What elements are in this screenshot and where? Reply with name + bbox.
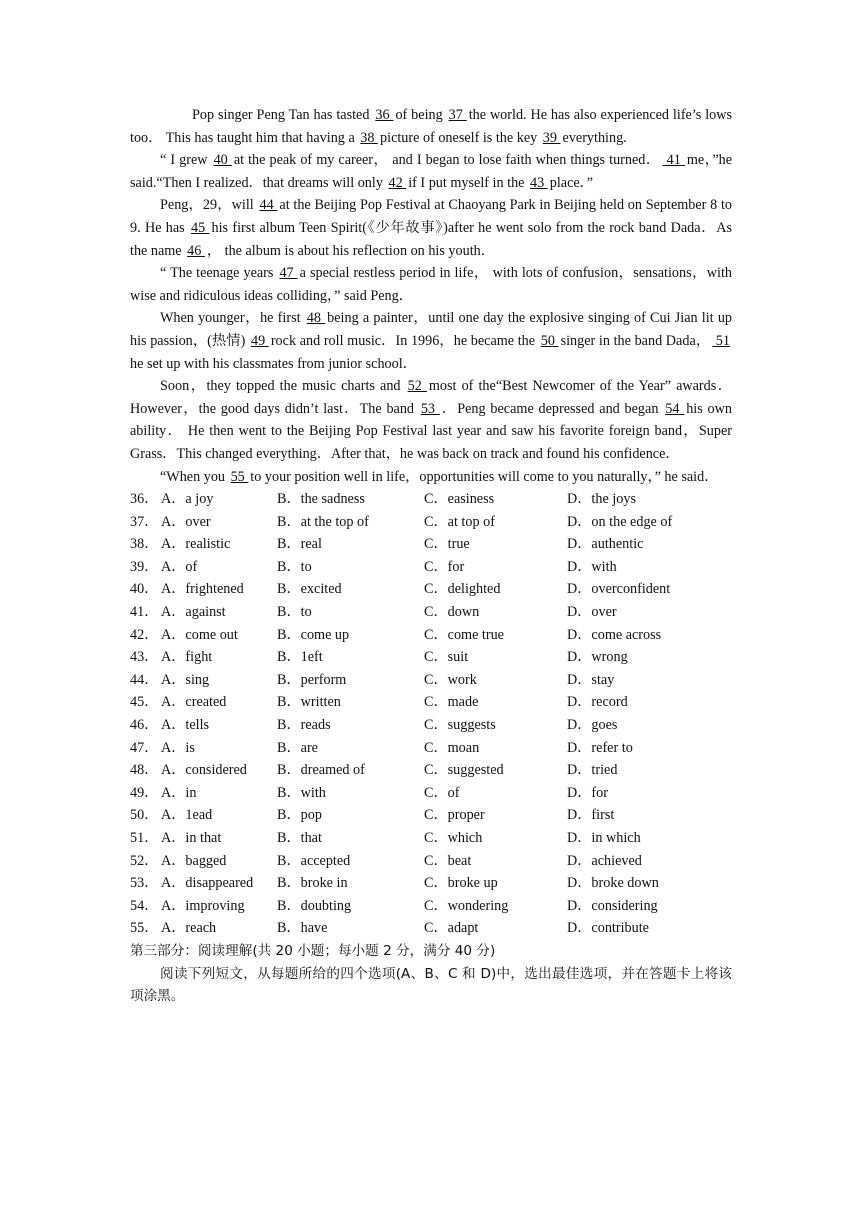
- option-d: D．contribute: [567, 920, 649, 937]
- option-d: D．for: [567, 784, 608, 801]
- blank-number: 41: [662, 152, 685, 169]
- option-b: B．at the top of: [277, 513, 369, 530]
- option-b: B．dreamed of: [277, 762, 365, 779]
- question-row: [130, 917, 732, 940]
- passage-paragraph: “ I grew 40 at the peak of my career， and I began to lose faith when things turned． 41 me，”he said.“Then I realized．that dreams will only 42 if I put myself in the 43 place．”: [130, 152, 733, 191]
- option-b: B．to: [277, 558, 312, 575]
- option-a: A．disappeared: [161, 875, 254, 892]
- question-row: [130, 669, 732, 692]
- option-c: C．adapt: [424, 920, 479, 937]
- option-c: C．which: [424, 830, 483, 846]
- option-b: B．doubting: [277, 897, 352, 914]
- option-c: C．true: [424, 536, 470, 553]
- option-d: D．refer to: [567, 739, 633, 756]
- option-c: C．delighted: [424, 581, 501, 598]
- option-a: A．is: [161, 739, 195, 756]
- option-c: C．at top of: [424, 513, 495, 530]
- question-number: 46．: [130, 717, 159, 734]
- question-row: [130, 556, 732, 579]
- blank-number: 44: [259, 197, 278, 214]
- blank-number: 39: [542, 129, 561, 146]
- option-b: B．excited: [277, 581, 342, 598]
- option-c: C．broke up: [424, 875, 498, 892]
- question-number: 44．: [130, 671, 159, 688]
- option-a: A．fight: [161, 649, 213, 666]
- blank-number: 40: [213, 152, 232, 169]
- passage-paragraph: “When you 55 to your position well in life，opportunities will come to you naturally，” he said．: [160, 468, 719, 485]
- blank-number: 42: [388, 174, 407, 191]
- question-number: 36．: [130, 491, 159, 508]
- question-number: 37．: [130, 513, 159, 530]
- option-a: A．bagged: [161, 852, 227, 869]
- option-c: C．suit: [424, 649, 469, 666]
- option-a: A．in that: [161, 830, 222, 846]
- section-instructions: 阅读下列短文，从每题所给的四个选项(A、B、C 和 D)中，选出最佳选项，并在答题卡上将该项涂黑。: [130, 965, 732, 1005]
- option-a: A．a joy: [161, 491, 214, 508]
- question-row: [130, 714, 732, 737]
- question-number: 40．: [130, 581, 159, 598]
- blank-number: 46: [187, 242, 205, 259]
- cloze-passage: [130, 104, 732, 488]
- option-a: A．frightened: [161, 581, 244, 598]
- option-d: D．considering: [567, 897, 658, 914]
- option-d: D．in which: [567, 830, 641, 846]
- option-b: B．come up: [277, 626, 350, 643]
- question-list: [130, 488, 732, 940]
- option-b: B．are: [277, 739, 318, 756]
- option-d: D．first: [567, 807, 615, 824]
- blank-number: 52: [407, 378, 427, 395]
- option-d: D．authentic: [567, 536, 644, 553]
- option-c: C．easiness: [424, 491, 495, 508]
- question-row: [130, 488, 732, 511]
- option-b: B．reads: [277, 717, 331, 734]
- option-d: D．overconfident: [567, 581, 671, 598]
- question-row: [130, 895, 732, 918]
- question-number: 47．: [130, 739, 159, 756]
- blank-number: 54: [665, 400, 685, 417]
- question-number: 43．: [130, 649, 159, 666]
- question-number: 53．: [130, 875, 159, 892]
- option-d: D．wrong: [567, 649, 628, 666]
- passage-paragraph: Soon，they topped the music charts and 52 most of the“Best Newcomer of the Year” awards．However，the good days didn’t last．The band 53 ．Peng became depressed and began 54 his own ability． He then went to the Beijing Pop Festival last year and saw his favorite foreign band，Super Grass．This changed everything．After that，he was back on track and found his confidence．: [130, 378, 732, 462]
- question-row: [130, 691, 732, 714]
- question-number: 52．: [130, 852, 159, 869]
- option-c: C．suggests: [424, 717, 496, 734]
- passage-paragraph: Peng，29，will 44 at the Beijing Pop Festival at Chaoyang Park in Beijing held on September 8 to 9. He has 45 his first album Teen Spirit(《少年故事》)after he went solo from the rock band Dada．As the name 46 ， the album is about his reflection on his youth．: [130, 197, 732, 259]
- option-d: D．broke down: [567, 875, 659, 892]
- option-c: C．suggested: [424, 762, 504, 779]
- option-d: D．tried: [567, 762, 618, 779]
- option-a: A．1ead: [161, 807, 213, 824]
- option-c: C．work: [424, 671, 477, 688]
- option-d: D．record: [567, 694, 628, 711]
- option-a: A．considered: [161, 762, 247, 779]
- option-c: C．moan: [424, 739, 480, 756]
- option-a: A．sing: [161, 671, 210, 688]
- blank-number: 51: [712, 332, 730, 349]
- question-number: 48．: [130, 762, 159, 779]
- option-a: A．created: [161, 694, 227, 711]
- question-number: 55．: [130, 920, 159, 937]
- question-row: [130, 782, 732, 805]
- document-page: [130, 104, 732, 1008]
- option-c: C．beat: [424, 852, 472, 869]
- question-number: 50．: [130, 807, 159, 824]
- option-b: B．that: [277, 830, 322, 846]
- question-row: [130, 601, 732, 624]
- option-b: B．to: [277, 604, 312, 621]
- blank-number: 45: [191, 219, 210, 236]
- option-b: B．with: [277, 784, 326, 801]
- option-d: D．with: [567, 558, 617, 575]
- blank-number: 50: [540, 332, 559, 349]
- option-a: A．come out: [161, 626, 238, 643]
- question-row: [130, 827, 732, 850]
- blank-number: 48: [306, 310, 326, 327]
- option-b: B．real: [277, 536, 322, 553]
- question-row: [130, 759, 732, 782]
- question-number: 49．: [130, 784, 159, 801]
- option-c: C．wondering: [424, 897, 509, 914]
- blank-number: 47: [279, 265, 298, 282]
- question-row: [130, 850, 732, 873]
- option-b: B．the sadness: [277, 491, 365, 508]
- option-a: A．reach: [161, 920, 217, 937]
- question-row: [130, 624, 732, 647]
- question-row: [130, 804, 732, 827]
- blank-number: 43: [530, 174, 548, 191]
- question-row: [130, 511, 732, 534]
- option-c: C．come true: [424, 626, 504, 643]
- option-d: D．stay: [567, 671, 615, 688]
- question-row: [130, 872, 732, 895]
- option-b: B．accepted: [277, 852, 351, 869]
- option-d: D．goes: [567, 717, 618, 734]
- option-a: A．of: [161, 558, 198, 575]
- option-c: C．proper: [424, 807, 485, 824]
- question-number: 41．: [130, 604, 159, 621]
- option-d: D．achieved: [567, 852, 642, 869]
- option-b: B．have: [277, 920, 328, 937]
- blank-number: 37: [448, 107, 467, 123]
- blank-number: 36: [375, 107, 394, 123]
- question-row: [130, 533, 732, 556]
- question-number: 54．: [130, 897, 159, 914]
- question-number: 51．: [130, 830, 159, 846]
- section-heading: 第三部分：阅读理解(共 20 小题；每小题 2 分，满分 40 分): [130, 942, 496, 959]
- option-c: C．of: [424, 784, 460, 801]
- option-a: A．tells: [161, 717, 210, 734]
- option-a: A．in: [161, 784, 197, 801]
- option-b: B．1eft: [277, 649, 323, 666]
- question-number: 39．: [130, 558, 159, 575]
- question-row: [130, 646, 732, 669]
- option-a: A．improving: [161, 897, 245, 914]
- option-d: D．over: [567, 604, 617, 621]
- option-a: A．over: [161, 513, 211, 530]
- blank-number: 55: [230, 468, 249, 485]
- option-b: B．pop: [277, 807, 322, 824]
- option-d: D．on the edge of: [567, 513, 673, 530]
- option-a: A．realistic: [161, 536, 231, 553]
- question-number: 38．: [130, 536, 159, 553]
- blank-number: 38: [360, 129, 379, 146]
- question-row: [130, 578, 732, 601]
- option-d: D．come across: [567, 626, 662, 643]
- passage-paragraph: Pop singer Peng Tan has tasted 36 of being 37 the world. He has also experienced life’s lows too． This has taught him that having a 38 picture of oneself is the key 39 everything.: [130, 107, 733, 146]
- option-b: B．perform: [277, 671, 347, 688]
- passage-paragraph: When younger，he first 48 being a painter，until one day the explosive singing of Cui Jian lit up his passion，(热情) 49 rock and roll music．In 1996，he became the 50 singer in the band Dada， 51 he set up with his classmates from junior school．: [130, 310, 733, 372]
- option-c: C．down: [424, 604, 480, 621]
- question-number: 45．: [130, 694, 159, 711]
- question-row: [130, 737, 732, 760]
- option-d: D．the joys: [567, 491, 636, 508]
- blank-number: 49: [250, 332, 269, 349]
- option-c: C．for: [424, 558, 465, 575]
- question-number: 42．: [130, 626, 159, 643]
- passage-paragraph: “ The teenage years 47 a special restless period in life， with lots of confusion，sensations，with wise and ridiculous ideas colliding，” said Peng．: [130, 265, 732, 304]
- option-b: B．broke in: [277, 875, 348, 892]
- option-b: B．written: [277, 694, 341, 711]
- option-a: A．against: [161, 604, 226, 621]
- option-c: C．made: [424, 694, 479, 711]
- blank-number: 53: [420, 400, 440, 417]
